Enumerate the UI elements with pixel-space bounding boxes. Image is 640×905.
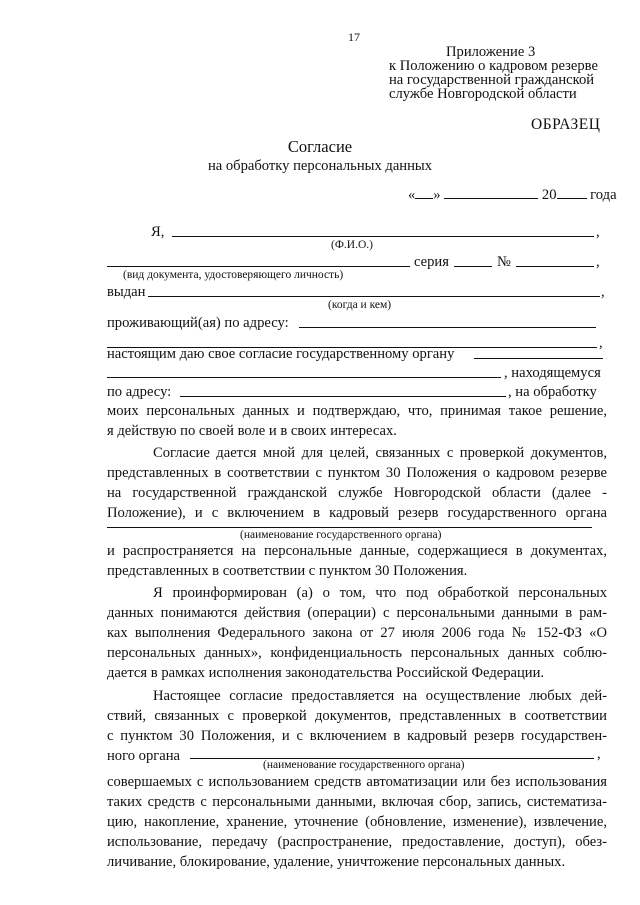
comma: , xyxy=(597,746,601,762)
i-label: Я, xyxy=(151,224,165,240)
fio-caption: (Ф.И.О.) xyxy=(331,239,373,251)
agency-field[interactable] xyxy=(474,358,603,359)
paragraph-line: ствий, связанных с проверкой документов, представленных в соответствии xyxy=(107,708,607,724)
paragraph-line: с пунктом 30 Положения, и с включением в кадровый резерв государствен- xyxy=(107,728,607,744)
paragraph-line: данных понимаются действия (операции) с персональными данными в рам- xyxy=(107,605,607,621)
series-field[interactable] xyxy=(454,266,492,267)
residing-label: проживающий(ая) по адресу: xyxy=(107,315,289,331)
appendix-line: на государственной гражданской xyxy=(389,72,595,88)
comma: , xyxy=(596,224,600,240)
date-line xyxy=(408,185,617,204)
paragraph-line: представленных в соответствии с пунктом 30 Положения о кадровом резерве xyxy=(107,465,607,481)
consent-to-label: настоящим даю свое согласие государственному органу xyxy=(107,346,455,362)
issued-caption: (когда и кем) xyxy=(328,299,392,311)
year-suffix: года xyxy=(590,187,617,203)
at-address-label: по адресу: xyxy=(107,384,172,400)
comma: , xyxy=(601,284,605,300)
paragraph-line: совершаемых с использованием средств автоматизации или без использования xyxy=(107,774,607,790)
paragraph-line: Я проинформирован (а) о том, что под обработкой персональных xyxy=(153,585,607,601)
paragraph-line: таких средств с персональными данными, включая сбор, запись, систематиза- xyxy=(107,794,607,810)
paragraph-line: Согласие дается мной для целей, связанных с проверкой документов, xyxy=(153,445,607,461)
document-field[interactable] xyxy=(107,266,410,267)
number-label: № xyxy=(497,254,511,270)
year-field[interactable] xyxy=(557,185,587,199)
paragraph-line: моих персональных данных и подтверждаю, что, принимая такое решение, xyxy=(107,403,607,419)
agency-name-field[interactable] xyxy=(107,527,592,528)
series-label: серия xyxy=(414,254,449,270)
number-field[interactable] xyxy=(516,266,594,267)
agency-name-caption-2: (наименование государственного органа) xyxy=(263,759,465,771)
appendix-line: службе Новгородской области xyxy=(389,86,577,102)
paragraph-line: цию, накопление, хранение, уточнение (обновление, изменение), извлечение, xyxy=(107,814,607,830)
document-subtitle: на обработку персональных данных xyxy=(207,158,433,174)
sample-label: ОБРАЗЕЦ xyxy=(531,116,601,133)
paragraph-line: на государственной гражданской службе Новгородской области (далее - xyxy=(107,485,607,501)
document-title: Согласие xyxy=(287,137,353,156)
agency-address-field[interactable] xyxy=(180,396,506,397)
comma: , xyxy=(599,335,603,351)
comma: , xyxy=(596,254,600,270)
paragraph-line: личивание, блокирование, удаление, уничтожение персональных данных. xyxy=(107,854,566,870)
appendix-title: Приложение 3 xyxy=(446,44,536,60)
paragraph-line: представленных в соответствии с пунктом 30 Положения. xyxy=(107,563,468,579)
paragraph-line: дается в рамках исполнения законодательства Российской Федерации. xyxy=(107,665,545,681)
paragraph-line: я действую по своей воле и в своих интересах. xyxy=(107,423,397,439)
date-quote-open: « xyxy=(408,187,416,203)
agency-field-2[interactable] xyxy=(107,377,501,378)
for-processing-label: , на обработку xyxy=(508,384,597,400)
agency-name-caption: (наименование государственного органа) xyxy=(240,529,442,541)
year-prefix: 20 xyxy=(541,187,557,203)
paragraph-line: использование, передачу (распространение, предоставление, доступ), обез- xyxy=(107,834,607,850)
address-field[interactable] xyxy=(299,327,596,328)
page-number: 17 xyxy=(348,30,360,44)
paragraph-line: Положение), и с включением в кадровый резерв государственного органа xyxy=(107,505,607,521)
date-quote-close: » xyxy=(433,187,441,203)
month-field[interactable] xyxy=(444,185,538,199)
issued-field[interactable] xyxy=(148,296,600,297)
paragraph-line: Настоящее согласие предоставляется на осуществление любых дей- xyxy=(153,688,607,704)
located-label: , находящемуся xyxy=(504,365,601,381)
paragraph-line: персональных данных», конфиденциальность персональных данных соблю- xyxy=(107,645,607,661)
day-field[interactable] xyxy=(415,185,433,199)
paragraph-line: ного органа xyxy=(107,748,181,764)
appendix-line: к Положению о кадровом резерве xyxy=(389,58,598,74)
paragraph-line: ках выполнения Федерального закона от 27 июля 2006 года № 152-ФЗ «О xyxy=(107,625,607,641)
document-caption: (вид документа, удостоверяющего личность) xyxy=(123,269,344,281)
fio-field[interactable] xyxy=(172,236,594,237)
issued-label: выдан xyxy=(107,284,146,300)
paragraph-line: и распространяется на персональные данные, содержащиеся в документах, xyxy=(107,543,607,559)
